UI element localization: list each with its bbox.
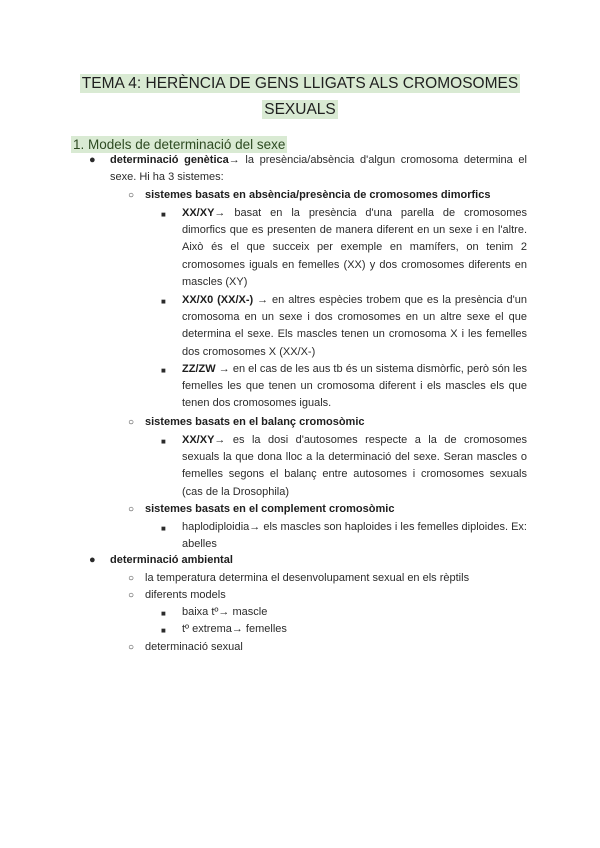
circle-bullet-icon: ○ — [128, 573, 135, 584]
circle-bullet-icon: ○ — [128, 642, 135, 653]
complement-label: sistemes basats en el complement cromosòmic — [145, 503, 395, 515]
square-bullet-icon: ■ — [161, 210, 166, 219]
xxxy-1-text: → basat en la presència d'una parella de cromosomes dimorfics que es presenten de manera diferent en un sexe i en l'altre. Això és el que succeix per exemple en mamífers, on tenim 2 cromosomes iguals en femelles (XX) y dos cromosomes diferents en mascles (XY) — [182, 207, 527, 288]
xx0-text: → en altres espècies trobem que es la presència d'un cromosoma en un sexe i dos cromosomes en un altre sexe el que determina el sexe. Els mascles tenen un cromosoma X i les femelles dos cromosomes X (XX/X-) — [182, 294, 528, 358]
dimorfics-label: sistemes basats en absència/presència de cromosomes dimorfics — [145, 189, 491, 201]
square-bullet-icon: ■ — [161, 297, 166, 306]
genetica-label: determinació genètica — [110, 154, 229, 166]
haplo-text: haplodiploidia→ els mascles son haploides i les femelles diploides. Ex: abelles — [182, 521, 527, 551]
circle-bullet-icon: ○ — [128, 417, 135, 428]
genetica-text: → la presència/absència d'algun cromosoma determina el sexe. Hi ha 3 sistemes: — [110, 154, 527, 184]
circle-bullet-icon: ○ — [128, 504, 135, 515]
square-bullet-icon: ■ — [161, 366, 166, 375]
baixa-text: baixa tº→ mascle — [182, 606, 268, 618]
zzzw-text: → en el cas de les aus tb és un sistema dismòrfic, però són les femelles les que tenen un cromosoma diferent i els mascles els que tenen dos cromosomes iguals. — [182, 363, 527, 410]
disc-bullet-icon: ● — [89, 554, 96, 566]
xxxy-2-label: XX/XY — [182, 434, 215, 446]
circle-bullet-icon: ○ — [128, 190, 135, 201]
temperatura-text: la temperatura determina el desenvolupament sexual en els rèptils — [145, 572, 470, 584]
square-bullet-icon: ■ — [161, 524, 166, 533]
sexual-text: determinació sexual — [145, 641, 243, 653]
page-title — [0, 72, 600, 124]
title-line-1: TEMA 4: HERÈNCIA DE GENS LLIGATS ALS CROMOSOMES — [81, 75, 519, 92]
ambiental-label: determinació ambiental — [110, 554, 233, 566]
models-text: diferents models — [145, 589, 226, 601]
disc-bullet-icon: ● — [89, 154, 96, 166]
xxxy-1-label: XX/XY — [182, 207, 215, 219]
xx0-label: XX/X0 (XX/X-) — [182, 294, 254, 306]
balanc-label: sistemes basats en el balanç cromosòmic — [145, 416, 365, 428]
square-bullet-icon: ■ — [161, 626, 166, 635]
square-bullet-icon: ■ — [161, 609, 166, 618]
square-bullet-icon: ■ — [161, 437, 166, 446]
title-line-2: SEXUALS — [264, 101, 336, 118]
circle-bullet-icon: ○ — [128, 590, 135, 601]
zzzw-label: ZZ/ZW — [182, 363, 216, 375]
extrema-text: tº extrema→ femelles — [182, 623, 287, 635]
section-heading: 1. Models de determinació del sexe — [73, 137, 286, 152]
xxxy-2-text: → es la dosi d'autosomes respecte a la de cromosomes sexuals la que dona lloc a la determinació del sexe. Seran mascles o femelles segons el balanç entre autosomes i cromosomes sexuals (cas de la Drosophila) — [182, 434, 527, 498]
